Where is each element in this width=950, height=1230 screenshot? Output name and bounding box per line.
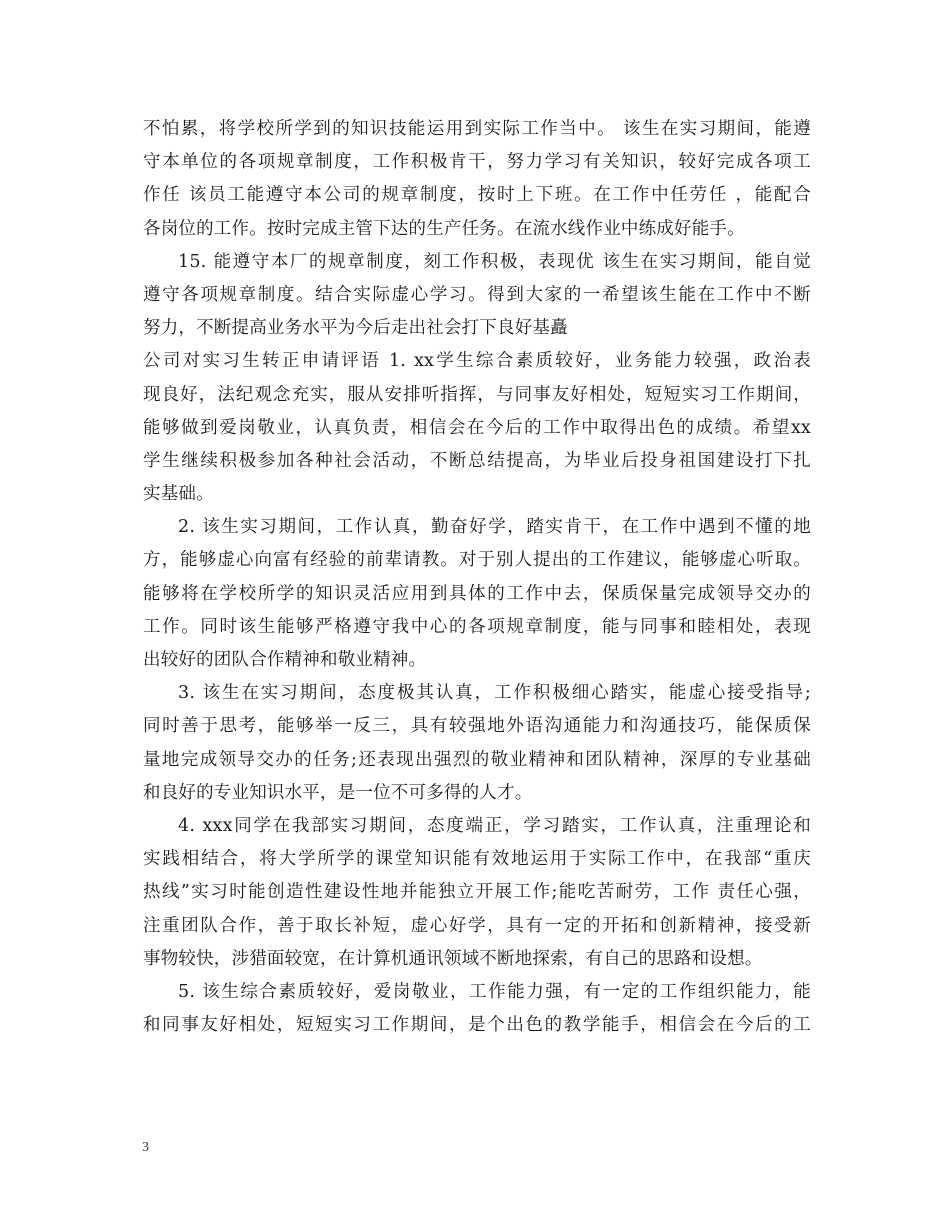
text-line: 守本单位的各项规章制度，工作积极肯干，努力学习有关知识，较好完成各项工: [143, 152, 811, 173]
text-line: 注重团队合作，善于取长补短，虚心好学，具有一定的开拓和创新精神，接受新: [143, 915, 811, 936]
text-line: 实基础。: [143, 484, 214, 505]
text-line: 15. 能遵守本厂的规章制度，刻工作积极，表现优 该生在实习期间，能自觉: [178, 251, 811, 272]
text-line: 热线”实习时能创造性建设性地并能独立开展工作;能吃苦耐劳，工作 责任心强，: [143, 882, 811, 903]
text-line: 和同事友好相处，短短实习工作期间，是个出色的教学能手，相信会在今后的工: [143, 1015, 811, 1036]
text-line: 遵守各项规章制度。结合实际虚心学习。得到大家的一希望该生能在工作中不断: [143, 284, 811, 305]
text-line: 公司对实习生转正申请评语 1. xx学生综合素质较好，业务能力较强，政治表: [143, 351, 811, 372]
page-number: 3: [142, 1140, 149, 1155]
text-line: 事物较快，涉猎面较宽，在计算机通讯领域不断地探索，有自己的思路和设想。: [143, 948, 763, 969]
text-line: 2. 该生实习期间，工作认真，勤奋好学，踏实肯干，在工作中遇到不懂的地: [178, 517, 811, 538]
text-line: 4. xxx同学在我部实习期间，态度端正，学习踏实，工作认真，注重理论和: [178, 815, 811, 836]
text-line: 能够做到爱岗敬业，认真负责，相信会在今后的工作中取得出色的成绩。希望xx: [143, 417, 811, 438]
text-line: 努力，不断提高业务水平为今后走出社会打下良好基矗: [143, 318, 568, 339]
text-line: 工作。同时该生能够严格遵守我中心的各项规章制度，能与同事和睦相处，表现: [143, 616, 811, 637]
text-line: 学生继续积极参加各种社会活动，不断总结提高，为毕业后投身祖国建设打下扎: [143, 450, 811, 471]
text-line: 量地完成领导交办的任务;还表现出强烈的敬业精神和团队精神，深厚的专业基础: [143, 749, 811, 770]
text-line: 不怕累，将学校所学到的知识技能运用到实际工作当中。 该生在实习期间，能遵: [143, 119, 811, 139]
text-line: 作任 该员工能遵守本公司的规章制度，按时上下班。在工作中任劳任 ，能配合: [143, 185, 811, 206]
text-line: 同时善于思考，能够举一反三，具有较强地外语沟通能力和沟通技巧，能保质保: [143, 716, 811, 737]
text-line: 5. 该生综合素质较好，爱岗敬业，工作能力强，有一定的工作组织能力，能: [178, 981, 811, 1002]
document-body: [143, 113, 811, 1042]
text-line: 能够将在学校所学的知识灵活应用到具体的工作中去，保质保量完成领导交办的: [143, 583, 811, 604]
text-line: 方，能够虚心向富有经验的前辈请教。对于别人提出的工作建议，能够虚心听取。: [143, 550, 811, 571]
text-line: 现良好，法纪观念充实，服从安排听指挥，与同事友好相处，短短实习工作期间，: [143, 384, 811, 405]
text-line: 实践相结合，将大学所学的课堂知识能有效地运用于实际工作中，在我部“重庆: [143, 849, 811, 870]
text-line: 和良好的专业知识水平，是一位不可多得的人才。: [143, 782, 533, 803]
text-line: 出较好的团队合作精神和敬业精神。: [143, 650, 427, 670]
text-line: 各岗位的工作。按时完成主管下达的生产任务。在流水线作业中练成好能手。: [143, 218, 745, 239]
text-line: 3. 该生在实习期间，态度极其认真，工作积极细心踏实，能虚心接受指导;: [178, 683, 811, 704]
